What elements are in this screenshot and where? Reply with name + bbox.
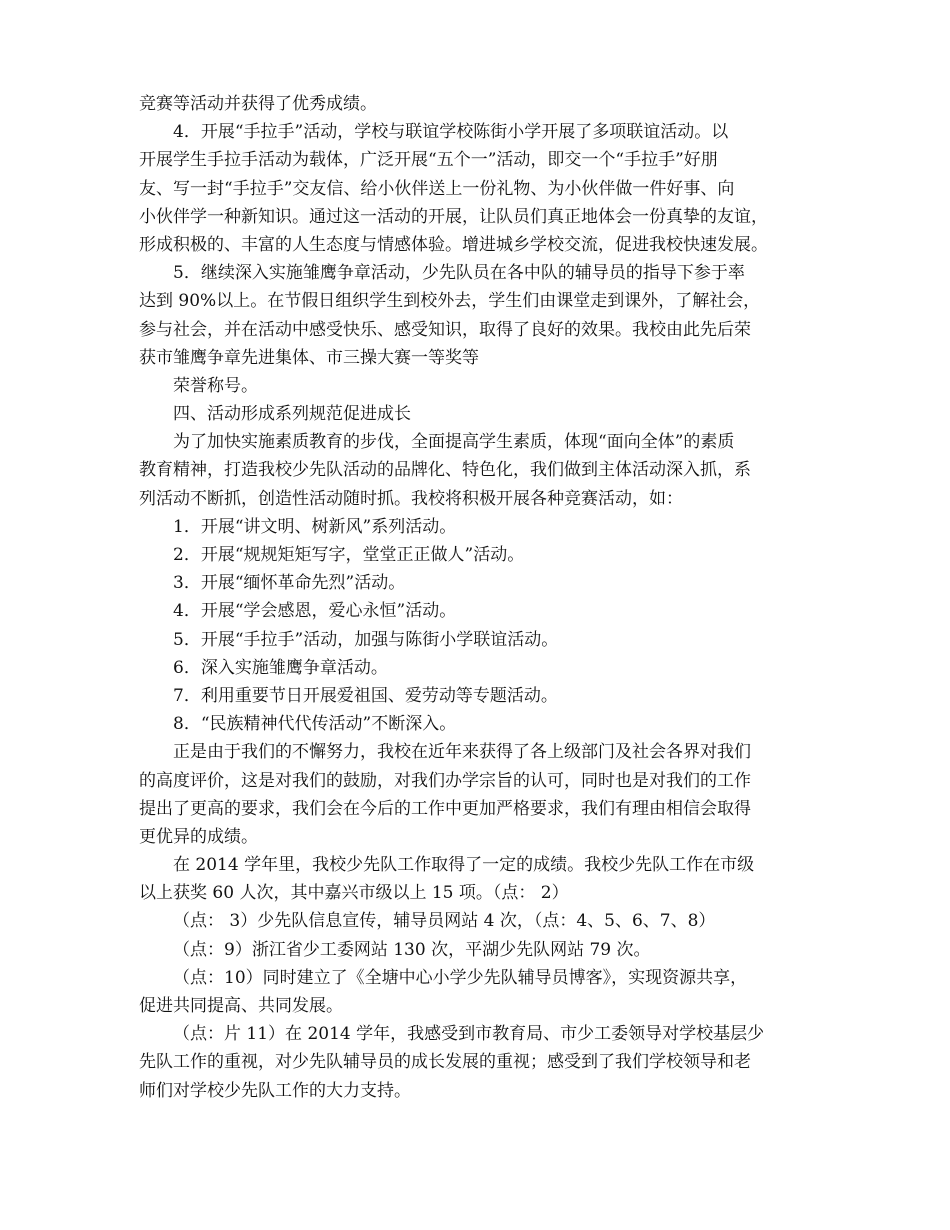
text-line: 友、写一封“手拉手”交友信、给小伙伴送上一份礼物、为小伙伴做一件好事、向 [139,178,735,199]
text-line: 教育精神，打造我校少先队活动的品牌化、特色化，我们做到主体活动深入抓，系 [139,460,751,481]
text-line: 正是由于我们的不懈努力，我校在近年来获得了各上级部门及社会各界对我们 [173,742,751,763]
text-line: 7．利用重要节日开展爱祖国、爱劳动等专题活动。 [173,685,558,706]
text-line: 4．开展“手拉手”活动，学校与联谊学校陈街小学开展了多项联谊活动。以 [173,122,729,143]
text-line: 列活动不断抓，创造性活动随时抓。我校将积极开展各种竞赛活动，如： [139,488,683,509]
text-line: 开展学生手拉手活动为载体，广泛开展“五个一”活动，即交一个“手拉手”好朋 [139,150,718,171]
text-line: 达到 90%以上。在节假日组织学生到校外去，学生们由课堂走到课外，了解社会， [139,291,761,312]
text-line: 4．开展“学会感恩，爱心永恒”活动。 [173,601,457,622]
text-line: （点：10）同时建立了《全塘中心小学少先队辅导员博客》，实现资源共享， [173,967,748,988]
document-page [139,90,819,1105]
text-line: 师们对学校少先队工作的大力支持。 [139,1080,411,1101]
text-line: 更优异的成绩。 [139,826,258,847]
text-line: 获市雏鹰争章先进集体、市三操大赛一等奖等 [139,347,479,368]
text-line: 参与社会，并在活动中感受快乐、感受知识，取得了良好的效果。我校由此先后荣 [139,319,751,340]
text-line: 小伙伴学一种新知识。通过这一活动的开展，让队员们真正地体会一份真挚的友谊， [139,206,768,227]
text-line: 为了加快实施素质教育的步伐，全面提高学生素质，体现“面向全体”的素质 [173,432,735,453]
text-line: 6．深入实施雏鹰争章活动。 [173,657,388,678]
text-line: 5．继续深入实施雏鹰争章活动，少先队员在各中队的辅导员的指导下参于率 [173,263,745,284]
text-line: 在 2014 学年里，我校少先队工作取得了一定的成绩。我校少先队工作在市级 [173,855,755,876]
text-line: 竞赛等活动并获得了优秀成绩。 [139,94,377,114]
text-line: 3．开展“缅怀革命先烈”活动。 [173,573,406,594]
text-line: 1．开展“讲文明、树新风”系列活动。 [173,516,457,537]
text-line: 提出了更高的要求，我们会在今后的工作中更加严格要求，我们有理由相信会取得 [139,798,751,819]
text-line: （点：片 11）在 2014 学年，我感受到市教育局、市少工委领导对学校基层少 [173,1024,765,1045]
text-line: （点：9）浙江省少工委网站 130 次，平湖少先队网站 79 次。 [173,939,651,960]
text-line: 8．“民族精神代代传活动”不断深入。 [173,714,457,735]
text-line: 形成积极的、丰富的人生态度与情感体验。增进城乡学校交流，促进我校快速发展。 [139,234,768,255]
text-line: 2．开展“规规矩矩写字，堂堂正正做人”活动。 [173,545,525,565]
text-line: 以上获奖 60 人次，其中嘉兴市级以上 15 项。（点： 2） [139,883,569,904]
text-line: 四、活动形成系列规范促进成长 [173,404,411,425]
text-line: 荣誉称号。 [173,375,258,396]
text-line: 5．开展“手拉手”活动，加强与陈街小学联谊活动。 [173,629,559,650]
text-line: 促进共同提高、共同发展。 [139,996,343,1016]
text-line: 的高度评价，这是对我们的鼓励，对我们办学宗旨的认可，同时也是对我们的工作 [139,770,751,791]
text-line: （点： 3）少先队信息宣传，辅导员网站 4 次，（点：4、5、6、7、8） [173,911,716,932]
text-line: 先队工作的重视，对少先队辅导员的成长发展的重视；感受到了我们学校领导和老 [139,1052,751,1073]
